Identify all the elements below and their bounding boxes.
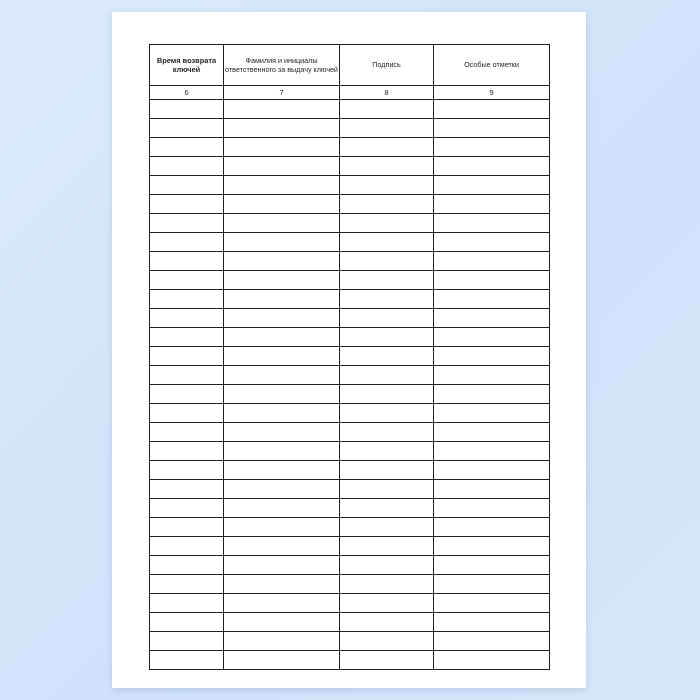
table-cell[interactable] bbox=[224, 119, 340, 138]
table-row[interactable] bbox=[150, 537, 550, 556]
column-header-special-notes: Особые отметки bbox=[434, 45, 550, 86]
table-cell[interactable] bbox=[434, 214, 550, 233]
table-row[interactable] bbox=[150, 176, 550, 195]
table-row[interactable] bbox=[150, 632, 550, 651]
table-cell[interactable] bbox=[434, 366, 550, 385]
table-cell[interactable] bbox=[434, 537, 550, 556]
table-cell[interactable] bbox=[340, 480, 434, 499]
table-cell[interactable] bbox=[224, 271, 340, 290]
table-cell[interactable] bbox=[224, 157, 340, 176]
table-row[interactable] bbox=[150, 613, 550, 632]
table-cell[interactable] bbox=[340, 632, 434, 651]
table-row[interactable] bbox=[150, 651, 550, 670]
column-number-row bbox=[150, 86, 550, 100]
table-cell[interactable] bbox=[340, 214, 434, 233]
table-cell[interactable] bbox=[224, 100, 340, 119]
table-cell[interactable] bbox=[340, 252, 434, 271]
table-cell[interactable] bbox=[340, 518, 434, 537]
table-cell[interactable] bbox=[150, 385, 224, 404]
table-cell[interactable] bbox=[340, 537, 434, 556]
table-cell[interactable] bbox=[224, 499, 340, 518]
table-cell[interactable] bbox=[224, 309, 340, 328]
table-cell[interactable] bbox=[150, 594, 224, 613]
table-cell[interactable] bbox=[340, 594, 434, 613]
table-row[interactable] bbox=[150, 214, 550, 233]
table-cell[interactable] bbox=[434, 138, 550, 157]
table-row[interactable] bbox=[150, 233, 550, 252]
column-header-return-time: Время возврата ключей bbox=[150, 45, 224, 86]
header-row bbox=[150, 45, 550, 86]
table-row[interactable] bbox=[150, 290, 550, 309]
table-cell[interactable] bbox=[150, 100, 224, 119]
table-cell[interactable] bbox=[224, 214, 340, 233]
table-cell[interactable] bbox=[340, 423, 434, 442]
table-cell[interactable] bbox=[150, 138, 224, 157]
table-cell[interactable] bbox=[434, 252, 550, 271]
table-row[interactable] bbox=[150, 309, 550, 328]
table-row[interactable] bbox=[150, 252, 550, 271]
table-cell[interactable] bbox=[434, 442, 550, 461]
table-cell[interactable] bbox=[434, 556, 550, 575]
table-row[interactable] bbox=[150, 347, 550, 366]
table-cell[interactable] bbox=[340, 347, 434, 366]
table-cell[interactable] bbox=[224, 575, 340, 594]
table-cell[interactable] bbox=[224, 138, 340, 157]
table-cell[interactable] bbox=[150, 480, 224, 499]
table-cell[interactable] bbox=[340, 119, 434, 138]
table-cell[interactable] bbox=[340, 328, 434, 347]
table-cell[interactable] bbox=[150, 366, 224, 385]
table-cell[interactable] bbox=[224, 651, 340, 670]
table-cell[interactable] bbox=[150, 556, 224, 575]
table-cell[interactable] bbox=[150, 461, 224, 480]
table-cell[interactable] bbox=[434, 499, 550, 518]
table-row[interactable] bbox=[150, 594, 550, 613]
table-cell[interactable] bbox=[224, 347, 340, 366]
table-cell[interactable] bbox=[434, 328, 550, 347]
table-row[interactable] bbox=[150, 442, 550, 461]
table-cell[interactable] bbox=[150, 499, 224, 518]
table-cell[interactable] bbox=[224, 233, 340, 252]
table-cell[interactable] bbox=[434, 347, 550, 366]
table-cell[interactable] bbox=[340, 575, 434, 594]
table-cell[interactable] bbox=[340, 613, 434, 632]
column-number-8: 8 bbox=[340, 86, 434, 100]
table-cell[interactable] bbox=[150, 157, 224, 176]
table-cell[interactable] bbox=[434, 423, 550, 442]
table-cell[interactable] bbox=[224, 328, 340, 347]
table-cell[interactable] bbox=[434, 195, 550, 214]
table-cell[interactable] bbox=[150, 651, 224, 670]
table-row[interactable] bbox=[150, 518, 550, 537]
column-header-responsible-person: Фамилия и инициалы ответственного за выдачу ключей bbox=[224, 45, 340, 86]
table-row[interactable] bbox=[150, 499, 550, 518]
table-cell[interactable] bbox=[150, 613, 224, 632]
table-row[interactable] bbox=[150, 423, 550, 442]
table-cell[interactable] bbox=[150, 442, 224, 461]
table-cell[interactable] bbox=[340, 309, 434, 328]
table-cell[interactable] bbox=[224, 594, 340, 613]
table-cell[interactable] bbox=[434, 176, 550, 195]
table-cell[interactable] bbox=[224, 537, 340, 556]
table-row[interactable] bbox=[150, 328, 550, 347]
table-cell[interactable] bbox=[150, 271, 224, 290]
table-row[interactable] bbox=[150, 195, 550, 214]
keys-log-table bbox=[149, 44, 550, 670]
table-cell[interactable] bbox=[150, 214, 224, 233]
table-cell[interactable] bbox=[434, 518, 550, 537]
table-cell[interactable] bbox=[340, 233, 434, 252]
table-cell[interactable] bbox=[340, 651, 434, 670]
table-row[interactable] bbox=[150, 575, 550, 594]
table-container bbox=[149, 44, 549, 670]
table-cell[interactable] bbox=[150, 119, 224, 138]
table-cell[interactable] bbox=[434, 575, 550, 594]
table-row[interactable] bbox=[150, 385, 550, 404]
table-cell[interactable] bbox=[224, 632, 340, 651]
table-cell[interactable] bbox=[224, 613, 340, 632]
table-cell[interactable] bbox=[224, 461, 340, 480]
table-cell[interactable] bbox=[150, 575, 224, 594]
table-cell[interactable] bbox=[434, 632, 550, 651]
table-cell[interactable] bbox=[150, 252, 224, 271]
table-cell[interactable] bbox=[340, 176, 434, 195]
table-cell[interactable] bbox=[150, 328, 224, 347]
table-cell[interactable] bbox=[224, 518, 340, 537]
table-cell[interactable] bbox=[434, 119, 550, 138]
table-cell[interactable] bbox=[150, 518, 224, 537]
table-cell[interactable] bbox=[434, 594, 550, 613]
table-cell[interactable] bbox=[340, 157, 434, 176]
table-row[interactable] bbox=[150, 100, 550, 119]
table-cell[interactable] bbox=[340, 138, 434, 157]
table-cell[interactable] bbox=[224, 385, 340, 404]
table-cell[interactable] bbox=[224, 480, 340, 499]
table-cell[interactable] bbox=[224, 366, 340, 385]
table-cell[interactable] bbox=[340, 499, 434, 518]
table-cell[interactable] bbox=[224, 290, 340, 309]
table-cell[interactable] bbox=[340, 461, 434, 480]
table-cell[interactable] bbox=[434, 461, 550, 480]
table-cell[interactable] bbox=[224, 556, 340, 575]
table-cell[interactable] bbox=[434, 157, 550, 176]
table-row[interactable] bbox=[150, 480, 550, 499]
table-cell[interactable] bbox=[340, 366, 434, 385]
table-cell[interactable] bbox=[434, 613, 550, 632]
table-cell[interactable] bbox=[150, 195, 224, 214]
table-cell[interactable] bbox=[340, 100, 434, 119]
table-cell[interactable] bbox=[434, 480, 550, 499]
table-cell[interactable] bbox=[224, 423, 340, 442]
table-cell[interactable] bbox=[150, 632, 224, 651]
table-cell[interactable] bbox=[434, 271, 550, 290]
table-cell[interactable] bbox=[434, 100, 550, 119]
table-cell[interactable] bbox=[340, 404, 434, 423]
table-row[interactable] bbox=[150, 404, 550, 423]
column-number-6: 6 bbox=[150, 86, 224, 100]
table-cell[interactable] bbox=[340, 271, 434, 290]
table-cell[interactable] bbox=[224, 404, 340, 423]
table-row[interactable] bbox=[150, 119, 550, 138]
table-cell[interactable] bbox=[340, 385, 434, 404]
table-cell[interactable] bbox=[150, 290, 224, 309]
table-cell[interactable] bbox=[224, 195, 340, 214]
column-number-7: 7 bbox=[224, 86, 340, 100]
table-body bbox=[150, 100, 550, 670]
column-number-9: 9 bbox=[434, 86, 550, 100]
table-cell[interactable] bbox=[150, 233, 224, 252]
table-row[interactable] bbox=[150, 138, 550, 157]
table-cell[interactable] bbox=[340, 290, 434, 309]
table-cell[interactable] bbox=[150, 537, 224, 556]
table-cell[interactable] bbox=[150, 423, 224, 442]
table-row[interactable] bbox=[150, 461, 550, 480]
table-row[interactable] bbox=[150, 271, 550, 290]
table-row[interactable] bbox=[150, 157, 550, 176]
table-cell[interactable] bbox=[340, 442, 434, 461]
column-header-signature: Подпись bbox=[340, 45, 434, 86]
table-cell[interactable] bbox=[150, 347, 224, 366]
table-cell[interactable] bbox=[150, 404, 224, 423]
table-row[interactable] bbox=[150, 556, 550, 575]
table-cell[interactable] bbox=[434, 404, 550, 423]
table-header bbox=[150, 45, 550, 100]
table-cell[interactable] bbox=[340, 195, 434, 214]
table-cell[interactable] bbox=[434, 651, 550, 670]
table-cell[interactable] bbox=[434, 233, 550, 252]
table-cell[interactable] bbox=[224, 176, 340, 195]
table-cell[interactable] bbox=[434, 309, 550, 328]
document-sheet bbox=[112, 12, 586, 688]
table-row[interactable] bbox=[150, 366, 550, 385]
table-cell[interactable] bbox=[434, 385, 550, 404]
table-cell[interactable] bbox=[434, 290, 550, 309]
table-cell[interactable] bbox=[150, 309, 224, 328]
table-cell[interactable] bbox=[150, 176, 224, 195]
table-cell[interactable] bbox=[224, 252, 340, 271]
table-cell[interactable] bbox=[224, 442, 340, 461]
table-cell[interactable] bbox=[340, 556, 434, 575]
